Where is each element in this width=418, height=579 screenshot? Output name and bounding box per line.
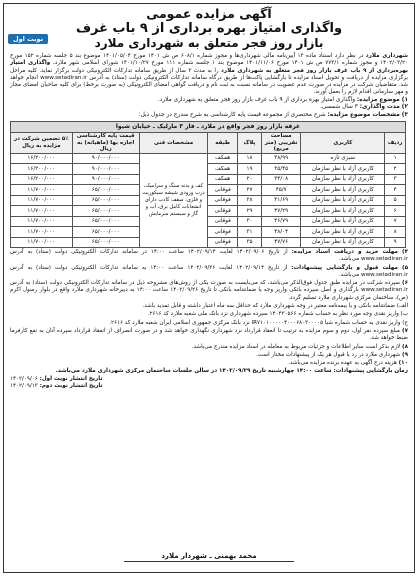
cell-unit: ۲۹ <box>238 206 262 217</box>
table-row <box>11 153 406 164</box>
item-text: واگذاری امتیاز بهره برداری از ۹ باب غرف بازار روز فجر متعلق به شهرداری ملارد. <box>157 96 357 103</box>
condition-item <box>4 359 414 367</box>
cell-row: ۱ <box>385 153 406 164</box>
item <box>4 112 414 119</box>
cell-unit: ۱۹ <box>238 164 262 175</box>
condition-label: ۹) <box>402 351 408 358</box>
cell-price: ۹۰/۰۰۰/۰۰۰ <box>72 153 139 164</box>
cell-floor: فوقانی <box>208 185 238 196</box>
signature: محمد بهمنی ـ شهردار ملارد <box>161 552 257 560</box>
table-row <box>11 164 406 175</box>
condition-label: ۵) مهلت قبول و بازگشایی پیشنهادات: <box>291 264 408 271</box>
items-list <box>4 97 414 119</box>
cell-price: ۶۵/۰۰۰/۰۰۰ <box>72 237 139 248</box>
condition-label: ۱۰) <box>398 360 408 367</box>
table-row <box>11 237 406 248</box>
cell-use: سبزی تازه <box>301 153 385 164</box>
col-row: ردیف <box>385 133 406 154</box>
item-text: ۳ سال شمسی. <box>320 104 360 111</box>
intro-org: شهرداری ملارد <box>365 53 409 59</box>
condition-site-link[interactable]: www.setadiran.ir <box>361 287 408 294</box>
table-row <box>11 195 406 206</box>
condition-tail: می‌باشد. <box>338 256 362 263</box>
cell-area: ۴۶/۷۹ <box>262 216 301 227</box>
intro-paragraph <box>4 51 414 97</box>
cell-unit: ۱۸ <box>238 153 262 164</box>
cell-deposit: ۱۶/۲۰۰/۰۰۰ <box>11 164 73 175</box>
condition-text: از تاریخ ۱۴۰۲/۰۹/۱۴ لغایت ۱۴۰۲/۰۹/۲۶ ساعت ۱۴:۰۰ به سامانه تدارکات الکترونیکی دولت (ستاد) به آدرس <box>10 264 292 271</box>
auction-notice <box>3 3 415 573</box>
cell-use: کاربری آزاد یا نظر سازمان <box>301 185 385 196</box>
condition-item <box>4 327 414 343</box>
cell-deposit: ۱۱/۷۰۰/۰۰۰ <box>11 237 73 248</box>
condition-site-link[interactable]: www.setadiran.ir <box>361 256 408 263</box>
opening-time <box>4 367 414 375</box>
cell-area: ۴۵/۷ <box>262 185 301 196</box>
condition-text: مبلغ سپرده نفر اول، دوم و سوم مزایده به ترتیب تا انعقاد قرارداد نزد شهرداری نگهداری خواهد شد و در صورت انصراف از انعقاد قرارداد سپرده آنان به نفع کارفرما ضبط خواهد شد. <box>10 327 408 342</box>
cell-unit: ۲۰ <box>238 174 262 185</box>
condition-tail: می‌باشد. <box>338 271 362 278</box>
cell-unit: ۳۵ <box>238 237 262 248</box>
condition-site-link[interactable]: www.setadiran.ir <box>361 271 408 278</box>
cell-area: ۳۵/۴۵ <box>262 164 301 175</box>
publish-dates <box>4 376 414 391</box>
item-label: ۲) مدت واگذاری: <box>359 104 408 111</box>
condition-item <box>4 343 414 351</box>
table-row <box>11 174 406 185</box>
col-floor: طبقه <box>208 133 238 154</box>
intro-text: در نظر دارد استناد ماده ۱۳ آیین‌نامه مالی شهرداری‌ها و مجوز شماره ۶۰۸/۱ ص ش ۱۴۰۱ مورخ ۱۴۰۱/۰۵/۰۴ موضوع بند ۵ جلسه شماره ۱۵۲ مورخ ۱۴۰۲/۰۳/۲۰ و مجوز شماره ۷۷۳/۱ ص ش ۱۴۰۱ مورخ ۱۴۰۱/۱۱/۰۶ موضوع بند ۱ جلسه شماره ۱۱۱ مورخ ۱۴۰۱/۱۰/۲۷ شورای اسلامی شهر ملارد، <box>10 53 408 67</box>
cell-price: ۶۵/۰۰۰/۰۰۰ <box>72 206 139 217</box>
publish-date-first-value: ۱۴۰۲/۰۹/۰۶ <box>10 375 38 382</box>
table-row <box>11 216 406 227</box>
cell-price: ۶۵/۰۰۰/۰۰۰ <box>72 195 139 206</box>
cell-use: کاربری آزاد یا نظر سازمان <box>301 195 385 206</box>
cell-floor: فوقانی <box>208 206 238 217</box>
cell-row: ۲ <box>385 164 406 175</box>
cell-unit: ۳۱ <box>238 227 262 238</box>
publish-date-second-label: تاریخ انتشار نوبت دوم: <box>39 383 103 390</box>
signature-divider <box>124 561 294 562</box>
condition-text: از تاریخ ۱۴۰۲/۰۹/۰۶ لغایت ۱۴۰۲/۰۹/۱۴ ساعت ۱۴:۰۰ در سامانه تدارکات الکترونیکی دولت (ستاد) به آدرس <box>10 249 292 255</box>
notice-header <box>4 4 414 51</box>
table-row <box>11 206 406 217</box>
table-header-row <box>11 133 406 154</box>
table-row <box>11 227 406 238</box>
condition-text: ج) واریز نقدی به حساب شماره شبا IR۷۱۰۱۰۰۰۰۰۴۰۰۰۶۸۰۳۰۰۰۰۵ نزد بانک مرکزی جمهوری اسلامی ایران شعبه ملارد کد ۲۶۱۶. <box>109 319 408 326</box>
cell-area: ۴۸/۰۴ <box>262 227 301 238</box>
condition-item <box>4 279 414 302</box>
cell-area: ۴۷/۷۶ <box>262 237 301 248</box>
auction-table <box>10 121 406 248</box>
cell-row: ۷ <box>385 216 406 227</box>
cell-deposit: ۱۱/۷۰۰/۰۰۰ <box>11 216 73 227</box>
cell-price: ۶۵/۰۰۰/۰۰۰ <box>72 216 139 227</box>
cell-unit: ۲۷ <box>238 185 262 196</box>
condition-label: ۴) مهلت خرید و دریافت اسناد مزایده: <box>291 249 409 255</box>
cell-unit: ۳۰ <box>238 216 262 227</box>
cell-deposit: ۱۱/۷۰۰/۰۰۰ <box>11 195 73 206</box>
publish-date-first-label: تاریخ انتشار نوبت اول: <box>39 375 103 382</box>
cell-deposit: ۱۱/۷۰۰/۰۰۰ <box>11 206 73 217</box>
item <box>4 104 414 111</box>
condition-text: لازم بذکر است سایر اطلاعات و جزئیات مربوط به معامله در اسناد مزایده مندرج می‌باشد. <box>191 343 403 350</box>
cell-row: ۸ <box>385 227 406 238</box>
cell-area: ۴۱/۶۹ <box>262 195 301 206</box>
table-row <box>11 185 406 196</box>
table-caption-row <box>11 122 406 133</box>
cell-floor: فوقانی <box>208 216 238 227</box>
cell-price: ۶۵/۰۰۰/۰۰۰ <box>72 185 139 196</box>
condition-text: هزینه درج آگهی به عهده برنده مزایده می‌باشد. <box>288 360 399 367</box>
cell-price: ۶۵/۰۰۰/۰۰۰ <box>72 227 139 238</box>
condition-item <box>4 264 414 280</box>
cell-floor: فوقانی <box>208 195 238 206</box>
cell-row: ۹ <box>385 237 406 248</box>
cell-price: ۹۰/۰۰۰/۰۰۰ <box>72 174 139 185</box>
cell-use: کاربری آزاد یا نظر سازمان <box>301 174 385 185</box>
cell-use: کاربری آزاد یا نظر سازمان <box>301 227 385 238</box>
cell-use: کاربری آزاد یا نظر سازمان <box>301 237 385 248</box>
cell-floor: همکف <box>208 174 238 185</box>
opening-time-label: زمان بازگشایی پیشنهادات: <box>333 368 408 375</box>
notice-title: آگهی مزایده عمومی <box>146 6 272 21</box>
condition-text: ب) واریز نقدی وجه مورد نظر به حساب شماره ۱۴۰۴۳۰۵۶۶ سپرده شهرداری نزد بانک ملی شعبه ملارد کد ۲۶۱۶. <box>147 311 408 318</box>
col-price: قیمت پایه کارشناسی اجاره بها (ماهیانه) به ریال <box>72 133 139 154</box>
intro-text-2: را به مدت ۳ سال از طریق سامانه تدارکات الکترونیکی دولت برگزار نماید. کلیه مراحل برگزاری مزایده از دریافت و تحویل اسناد مزایده تا بازگشایی پاکت‌ها از طریق درگاه سامانه تدارکات الکترونیکی دولت (ستاد) به آدرس <box>10 67 408 81</box>
cell-deposit: ۱۶/۲۰۰/۰۰۰ <box>11 174 73 185</box>
item-text: شرح مختصری از مجموعه قیمت پایه کارشناسی به شرح مندرج در جدول ذیل: <box>138 111 328 118</box>
item-label: ۳) مشخصات موضوع مزایده: <box>327 111 408 118</box>
cell-price: ۹۰/۰۰۰/۰۰۰ <box>72 164 139 175</box>
notice-subtitle-2: بازار روز فجر متعلق به شهرداری ملارد <box>94 36 324 50</box>
cell-floor: فوقانی <box>208 237 238 248</box>
intro-text-3: انجام خواهد شد. متقاضیان شرکت در مزایده در صورت عدم عضویت در سامانه نسبت به ثبت نام و دریافت گواهی امضای الکترونیکی (به صورت برخط) برای کلیه صاحبان امضای مجاز و مهر سازمانی اقدام لازم را بعمل آورند. <box>10 74 408 96</box>
intro-site-link[interactable]: www.setadiran.ir <box>40 74 88 81</box>
publish-date-first <box>10 376 408 383</box>
publish-date-second-value: ۱۴۰۲/۰۹/۱۳ <box>10 383 38 390</box>
publish-date-second <box>10 383 408 390</box>
condition-item <box>4 319 414 327</box>
col-area: مساحت تقریبی (متر مربع) <box>262 133 301 154</box>
cell-unit: ۲۸ <box>238 195 262 206</box>
cell-area: ۴۷/۲۹ <box>262 206 301 217</box>
cell-row: ۴ <box>385 185 406 196</box>
cell-row: ۵ <box>385 195 406 206</box>
col-use: کاربری <box>301 133 385 154</box>
cell-use: کاربری آزاد یا نظر سازمان <box>301 206 385 217</box>
col-deposit: ۵٪ تضمین شرکت در مزایده به ریال <box>11 133 73 154</box>
item-label: ۱) موضوع مزایده: <box>356 96 408 103</box>
cell-floor: همکف <box>208 153 238 164</box>
conditions-list <box>4 248 414 367</box>
col-unit: پلاک <box>238 133 262 154</box>
col-specs: مشخصات فنی <box>139 133 208 154</box>
intro-bold: واگذاری امتیاز بهره‌برداری از ۹ باب غرف بازار روز فجر متعلق به شهرداری ملارد <box>10 60 409 74</box>
condition-text: سپرده شرکت در مزایده طبق جدول فوق‌الذکر می‌باشد، که می‌بایست به صورت یکی از روش‌های مشروحه ذیل در سامانه تدارکات الکترونیکی دولت (ستاد) به آدرس <box>10 280 403 287</box>
cell-deposit: ۱۱/۷۰۰/۰۰۰ <box>11 185 73 196</box>
cell-floor: همکف <box>208 164 238 175</box>
cell-deposit: ۱۱/۷۰۰/۰۰۰ <box>11 227 73 238</box>
condition-label: ۶) <box>402 280 408 287</box>
condition-item <box>4 351 414 359</box>
condition-text: شهرداری ملارد در رد یا قبول هر یک از پیشنهادات مختار است. <box>256 351 403 358</box>
cell-floor: فوقانی <box>208 227 238 238</box>
opening-time-text: ساعت ۱۴:۰۰ چهارشنبه تاریخ ۱۴۰۲/۰۹/۲۹ در سالن جلسات ساختمان مرکزی شهرداری ملارد می‌باشد. <box>55 368 334 375</box>
condition-label: ۷) <box>402 327 408 334</box>
condition-label: ۸) <box>402 343 408 350</box>
cell-use: کاربری آزاد یا نظر سازمان <box>301 216 385 227</box>
cell-row: ۳ <box>385 174 406 185</box>
cell-area: ۳۴/۰۸ <box>262 174 301 185</box>
cell-use: کاربری آزاد یا نظر سازمان <box>301 164 385 175</box>
condition-text: الف) ضمانتنامه بانکی و یا بیمه‌نامه معتبر در وجه شهرداری ملارد که حداقل سه ماه اعتبار داشته و قابل تمدید باشد. <box>142 303 408 310</box>
condition-item <box>4 310 414 318</box>
cell-area: ۳۸/۹۹ <box>262 153 301 164</box>
condition-item <box>4 248 414 264</box>
cell-specs: کف و بدنه سنگ و سرامیک، درب ورودی شیشه سیکوریت و فلزی، سقف کاذب دارای انشعابات کامل برق، آب و گاز و سیستم سرمایش <box>139 153 208 248</box>
cell-deposit: ۱۶/۲۰۰/۰۰۰ <box>11 153 73 164</box>
condition-item <box>4 302 414 310</box>
cell-row: ۶ <box>385 206 406 217</box>
condition-tail: بارگذاری و اصل سپرده بانکی واریز وجه یا ضمانتنامه بانکی تا تاریخ ۱۴۰۲/۰۹/۲۶ ساعت ۱۴:۰۰ به دبیرخانه شهرداری ملارد واقع در بلوار رسول اکرم (ص)، ساختمان مرکزی شهرداری ملارد تسلیم گردد. <box>10 287 408 301</box>
notice-subtitle: واگذاری امتیاز بهره برداری از ۹ باب غرف <box>75 21 343 36</box>
table-caption: غرفه بازار روز فجر واقع در ملارد ـ فاز ۳ مارلیک ـ خیابان شیوا <box>11 122 406 133</box>
notice-round-badge: نوبت اول <box>8 34 48 44</box>
